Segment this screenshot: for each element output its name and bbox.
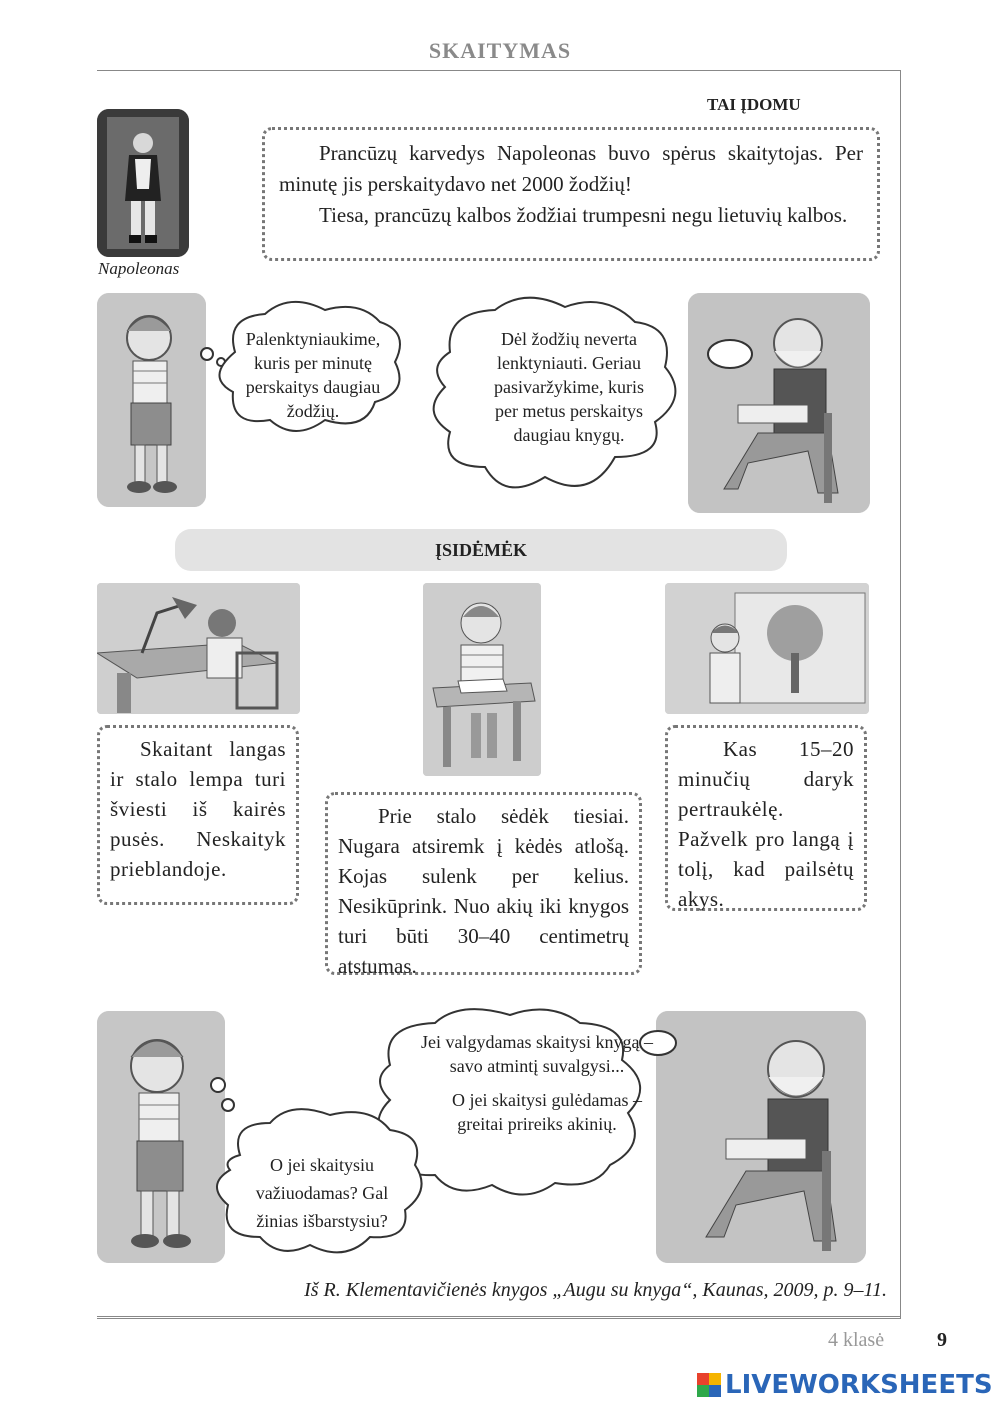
boy-line: perskaitys daugiau [245,377,381,397]
boy-line: Palenktyniaukime, [245,329,381,349]
grandpa-bubble-1-text [474,327,664,447]
fact-paragraph-1: Prancūzų karvedys Napoleonas buvo spėrus skaitytojas. Per minutę jis perskaitydavo net 2000 žodžių! [279,141,863,196]
grandpa-line: per metus perskaitys [495,401,643,421]
grandpa-line: O jei skaitysi gulėdamas – [452,1090,642,1110]
boy-line: kuris per minutę [254,353,372,373]
tip-breaks-text: Kas 15–20 minučių daryk pertraukėlę. Pažvelk pro langą į tolį, kad pailsėtų akys. [678,737,854,911]
grandpa-line: lenktyniauti. Geriau [497,353,641,373]
boy-line: žinias išbarstysiu? [256,1211,388,1231]
grandpa-thought-dot [708,340,752,368]
fact-title: TAI ĮDOMU [707,95,801,114]
logo-mark-icon [697,1373,721,1397]
grandpa-line: greitai prireiks akinių. [457,1114,617,1134]
desk-lamp-picture [97,583,300,714]
boy-picture-1 [97,293,206,507]
grandpa-line: Jei valgydamas skaitysi knygą – [421,1032,653,1052]
source-citation: Iš R. Klementavičienės knygos „Augu su knyga“, Kaunas, 2009, p. 9–11. [304,1279,887,1301]
grandpa-line: daugiau knygų. [513,425,625,445]
boy-illustration-2 [97,1011,225,1263]
portrait-caption: Napoleonas [98,259,180,278]
desk-lamp-illustration [97,583,300,714]
grandpa-line: pasivaržykime, kuris [494,377,644,397]
page-number: 9 [937,1329,947,1351]
tip-posture [325,792,642,978]
page-header: SKAITYMAS [428,38,572,63]
remember-heading: ĮSIDĖMĖK [175,529,787,571]
window-view-illustration [665,583,869,714]
window-view-picture [665,583,869,714]
napoleon-illustration [97,109,189,257]
logo-text: LIVEWORKSHEETS [725,1370,993,1400]
tip-posture-text: Prie stalo sėdėk tiesiai. Nugara atsiremk į kėdės atlošą. Kojas sulenk per kelius. Nesikūprink. Nuo akių iki knygos turi būti 30–40 centimetrų atstumas. [338,804,629,978]
grandpa-picture-2 [656,1011,866,1263]
grade-label: 4 klasė [828,1329,885,1351]
tip-lighting [97,725,299,905]
fact-paragraph-2: Tiesa, prancūzų kalbos žodžiai trumpesni negu lietuvių kalbos. [319,203,848,227]
grandpa-line: Dėl žodžių neverta [501,329,637,349]
boy-bubble-2-text [232,1153,412,1233]
liveworksheets-logo[interactable] [697,1370,993,1400]
sitting-boy-illustration [423,583,541,776]
napoleon-portrait [97,109,189,257]
boy-bubble-1-text [228,327,398,423]
boy-line: O jei skaitysiu [270,1155,374,1175]
boy-thought-dot-3 [211,1078,225,1092]
bottom-rule [97,1316,900,1317]
tip-lighting-text: Skaitant langas ir stalo lempa turi šviesti iš kairės pusės. Neskaityk prieblandoje. [110,737,286,881]
fact-box [262,127,880,261]
boy-illustration [97,293,206,507]
grandpa-bubble-2-text [392,1030,682,1136]
boy-thought-dot-1 [201,348,213,360]
tip-breaks [665,725,867,911]
boy-picture-2 [97,1011,225,1263]
grandpa-illustration-2 [656,1011,866,1263]
sitting-boy-picture [423,583,541,776]
grandpa-line: savo atmintį suvalgysi... [449,1056,625,1076]
boy-line: važiuodamas? Gal [255,1183,389,1203]
boy-thought-dot-4 [222,1099,234,1111]
boy-line: žodžių. [286,401,340,421]
